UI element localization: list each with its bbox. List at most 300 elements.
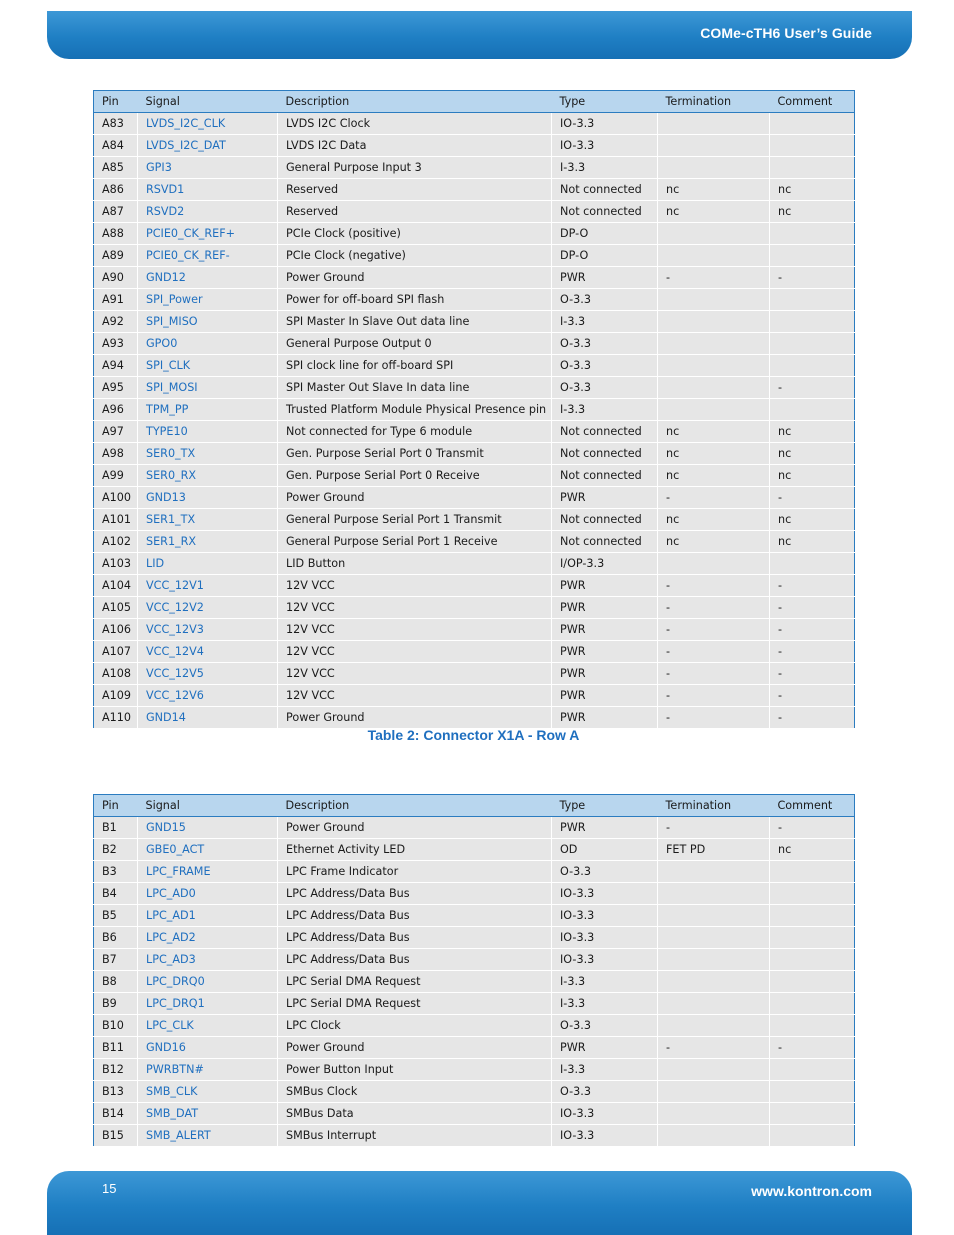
cell-pin: A90 bbox=[94, 267, 138, 289]
cell-comment: - bbox=[770, 663, 855, 685]
cell-type: PWR bbox=[552, 685, 658, 707]
cell-pin: A97 bbox=[94, 421, 138, 443]
cell-signal[interactable]: GND15 bbox=[138, 817, 278, 839]
cell-type: IO-3.3 bbox=[552, 1103, 658, 1125]
cell-comment bbox=[770, 1103, 855, 1125]
cell-pin: A89 bbox=[94, 245, 138, 267]
cell-pin: B11 bbox=[94, 1037, 138, 1059]
column-header-pin: Pin bbox=[94, 795, 138, 817]
cell-signal[interactable]: LPC_AD3 bbox=[138, 949, 278, 971]
cell-termination: - bbox=[658, 267, 770, 289]
cell-pin: A110 bbox=[94, 707, 138, 729]
cell-comment bbox=[770, 135, 855, 157]
cell-comment: nc bbox=[770, 201, 855, 223]
cell-type: IO-3.3 bbox=[552, 135, 658, 157]
cell-comment: - bbox=[770, 619, 855, 641]
cell-signal[interactable]: GND14 bbox=[138, 707, 278, 729]
cell-comment bbox=[770, 333, 855, 355]
cell-comment bbox=[770, 223, 855, 245]
cell-type: PWR bbox=[552, 267, 658, 289]
cell-signal[interactable]: SMB_CLK bbox=[138, 1081, 278, 1103]
table-row bbox=[94, 1015, 855, 1037]
cell-signal[interactable]: LVDS_I2C_DAT bbox=[138, 135, 278, 157]
cell-signal[interactable]: SPI_Power bbox=[138, 289, 278, 311]
cell-signal[interactable]: VCC_12V3 bbox=[138, 619, 278, 641]
cell-description: Ethernet Activity LED bbox=[278, 839, 552, 861]
table-row bbox=[94, 905, 855, 927]
cell-description: LPC Address/Data Bus bbox=[278, 927, 552, 949]
document-title: COMe-cTH6 User’s Guide bbox=[700, 25, 872, 41]
cell-termination bbox=[658, 993, 770, 1015]
cell-type: Not connected bbox=[552, 465, 658, 487]
cell-termination: - bbox=[658, 597, 770, 619]
cell-description: 12V VCC bbox=[278, 575, 552, 597]
table-row bbox=[94, 267, 855, 289]
cell-termination bbox=[658, 135, 770, 157]
cell-pin: A109 bbox=[94, 685, 138, 707]
cell-termination: - bbox=[658, 1037, 770, 1059]
cell-termination: nc bbox=[658, 179, 770, 201]
cell-description: SMBus Interrupt bbox=[278, 1125, 552, 1147]
cell-comment: nc bbox=[770, 531, 855, 553]
cell-termination bbox=[658, 1015, 770, 1037]
cell-signal[interactable]: TPM_PP bbox=[138, 399, 278, 421]
cell-comment bbox=[770, 1059, 855, 1081]
cell-pin: A86 bbox=[94, 179, 138, 201]
table-row bbox=[94, 465, 855, 487]
cell-signal[interactable]: GND12 bbox=[138, 267, 278, 289]
table-row bbox=[94, 157, 855, 179]
cell-description: 12V VCC bbox=[278, 685, 552, 707]
cell-termination bbox=[658, 927, 770, 949]
table-header-row bbox=[94, 91, 855, 113]
cell-description: LPC Address/Data Bus bbox=[278, 883, 552, 905]
cell-signal[interactable]: LPC_FRAME bbox=[138, 861, 278, 883]
cell-termination: nc bbox=[658, 509, 770, 531]
cell-signal[interactable]: GPO0 bbox=[138, 333, 278, 355]
cell-description: SPI Master In Slave Out data line bbox=[278, 311, 552, 333]
cell-termination: - bbox=[658, 685, 770, 707]
cell-description: LVDS I2C Clock bbox=[278, 113, 552, 135]
cell-signal[interactable]: GND13 bbox=[138, 487, 278, 509]
cell-termination: - bbox=[658, 641, 770, 663]
table-row bbox=[94, 487, 855, 509]
cell-comment bbox=[770, 861, 855, 883]
table-row bbox=[94, 1059, 855, 1081]
cell-description: General Purpose Serial Port 1 Transmit bbox=[278, 509, 552, 531]
cell-description: 12V VCC bbox=[278, 641, 552, 663]
cell-description: Trusted Platform Module Physical Presence pin bbox=[278, 399, 552, 421]
cell-comment bbox=[770, 883, 855, 905]
cell-termination: - bbox=[658, 663, 770, 685]
cell-pin: A103 bbox=[94, 553, 138, 575]
cell-termination bbox=[658, 1081, 770, 1103]
column-header-description: Description bbox=[278, 91, 552, 113]
cell-comment bbox=[770, 113, 855, 135]
cell-description: Reserved bbox=[278, 179, 552, 201]
cell-comment bbox=[770, 245, 855, 267]
table-row bbox=[94, 399, 855, 421]
cell-pin: B13 bbox=[94, 1081, 138, 1103]
cell-pin: A106 bbox=[94, 619, 138, 641]
cell-comment bbox=[770, 399, 855, 421]
cell-type: O-3.3 bbox=[552, 289, 658, 311]
cell-signal[interactable]: VCC_12V6 bbox=[138, 685, 278, 707]
column-header-pin: Pin bbox=[94, 91, 138, 113]
cell-type: IO-3.3 bbox=[552, 905, 658, 927]
cell-comment bbox=[770, 1015, 855, 1037]
table-row bbox=[94, 619, 855, 641]
cell-type: DP-O bbox=[552, 245, 658, 267]
cell-pin: B1 bbox=[94, 817, 138, 839]
cell-comment bbox=[770, 927, 855, 949]
cell-signal[interactable]: PCIE0_CK_REF- bbox=[138, 245, 278, 267]
cell-signal[interactable]: TYPE10 bbox=[138, 421, 278, 443]
cell-signal[interactable]: VCC_12V5 bbox=[138, 663, 278, 685]
cell-description: 12V VCC bbox=[278, 619, 552, 641]
cell-comment: - bbox=[770, 575, 855, 597]
cell-signal[interactable]: RSVD1 bbox=[138, 179, 278, 201]
cell-comment: nc bbox=[770, 179, 855, 201]
cell-type: O-3.3 bbox=[552, 377, 658, 399]
cell-comment: - bbox=[770, 641, 855, 663]
connector-x1a-row-a-table bbox=[93, 90, 855, 729]
cell-signal[interactable]: SMB_DAT bbox=[138, 1103, 278, 1125]
cell-pin: A91 bbox=[94, 289, 138, 311]
cell-type: OD bbox=[552, 839, 658, 861]
cell-comment bbox=[770, 311, 855, 333]
cell-comment bbox=[770, 905, 855, 927]
cell-type: PWR bbox=[552, 707, 658, 729]
cell-signal[interactable]: GBE0_ACT bbox=[138, 839, 278, 861]
cell-termination bbox=[658, 553, 770, 575]
table-row bbox=[94, 1125, 855, 1147]
cell-type: IO-3.3 bbox=[552, 113, 658, 135]
cell-type: PWR bbox=[552, 641, 658, 663]
table-row bbox=[94, 531, 855, 553]
cell-pin: B9 bbox=[94, 993, 138, 1015]
cell-pin: B7 bbox=[94, 949, 138, 971]
cell-signal[interactable]: VCC_12V4 bbox=[138, 641, 278, 663]
cell-pin: A88 bbox=[94, 223, 138, 245]
cell-comment: nc bbox=[770, 509, 855, 531]
cell-signal[interactable]: SER0_RX bbox=[138, 465, 278, 487]
cell-type: PWR bbox=[552, 663, 658, 685]
table-row bbox=[94, 597, 855, 619]
cell-type: O-3.3 bbox=[552, 1015, 658, 1037]
cell-type: I-3.3 bbox=[552, 157, 658, 179]
cell-termination bbox=[658, 223, 770, 245]
cell-signal[interactable]: VCC_12V2 bbox=[138, 597, 278, 619]
table-row bbox=[94, 443, 855, 465]
cell-pin: A96 bbox=[94, 399, 138, 421]
table-row bbox=[94, 223, 855, 245]
cell-termination bbox=[658, 1103, 770, 1125]
cell-type: PWR bbox=[552, 597, 658, 619]
cell-comment: - bbox=[770, 597, 855, 619]
cell-signal[interactable]: GPI3 bbox=[138, 157, 278, 179]
table-caption: Table 2: Connector X1A - Row A bbox=[367, 727, 580, 743]
website-link[interactable]: www.kontron.com bbox=[751, 1183, 872, 1199]
table-row bbox=[94, 377, 855, 399]
cell-comment bbox=[770, 355, 855, 377]
column-header-signal: Signal bbox=[138, 91, 278, 113]
cell-description: General Purpose Serial Port 1 Receive bbox=[278, 531, 552, 553]
table-row bbox=[94, 201, 855, 223]
table-row bbox=[94, 289, 855, 311]
table-row bbox=[94, 641, 855, 663]
table-row bbox=[94, 135, 855, 157]
cell-comment: - bbox=[770, 267, 855, 289]
cell-pin: A105 bbox=[94, 597, 138, 619]
cell-signal[interactable]: LPC_DRQ1 bbox=[138, 993, 278, 1015]
cell-pin: A93 bbox=[94, 333, 138, 355]
cell-description: LID Button bbox=[278, 553, 552, 575]
table-row bbox=[94, 861, 855, 883]
table-row bbox=[94, 245, 855, 267]
cell-comment: - bbox=[770, 685, 855, 707]
cell-signal[interactable]: SPI_MISO bbox=[138, 311, 278, 333]
table-row bbox=[94, 1081, 855, 1103]
cell-description: Power Ground bbox=[278, 1037, 552, 1059]
cell-pin: A98 bbox=[94, 443, 138, 465]
table-row bbox=[94, 575, 855, 597]
table-row bbox=[94, 971, 855, 993]
cell-type: PWR bbox=[552, 575, 658, 597]
table-row bbox=[94, 1103, 855, 1125]
cell-pin: A83 bbox=[94, 113, 138, 135]
cell-pin: A101 bbox=[94, 509, 138, 531]
cell-termination: - bbox=[658, 817, 770, 839]
cell-termination bbox=[658, 245, 770, 267]
cell-type: PWR bbox=[552, 817, 658, 839]
cell-termination bbox=[658, 399, 770, 421]
table-row bbox=[94, 311, 855, 333]
cell-comment: nc bbox=[770, 839, 855, 861]
cell-pin: A95 bbox=[94, 377, 138, 399]
column-header-comment: Comment bbox=[770, 91, 855, 113]
cell-description: LPC Address/Data Bus bbox=[278, 905, 552, 927]
cell-signal[interactable]: SER0_TX bbox=[138, 443, 278, 465]
cell-pin: B6 bbox=[94, 927, 138, 949]
cell-pin: A84 bbox=[94, 135, 138, 157]
page-number: 15 bbox=[102, 1181, 117, 1196]
cell-termination bbox=[658, 949, 770, 971]
cell-signal[interactable]: LID bbox=[138, 553, 278, 575]
cell-description: Reserved bbox=[278, 201, 552, 223]
cell-termination: nc bbox=[658, 201, 770, 223]
cell-termination: nc bbox=[658, 465, 770, 487]
cell-signal[interactable]: LPC_CLK bbox=[138, 1015, 278, 1037]
column-header-signal: Signal bbox=[138, 795, 278, 817]
column-header-type: Type bbox=[552, 91, 658, 113]
table-row bbox=[94, 509, 855, 531]
cell-comment bbox=[770, 289, 855, 311]
cell-description: SMBus Clock bbox=[278, 1081, 552, 1103]
cell-pin: B14 bbox=[94, 1103, 138, 1125]
table-row bbox=[94, 113, 855, 135]
cell-description: PCIe Clock (negative) bbox=[278, 245, 552, 267]
cell-description: Power Ground bbox=[278, 487, 552, 509]
cell-description: LPC Serial DMA Request bbox=[278, 971, 552, 993]
cell-pin: B2 bbox=[94, 839, 138, 861]
cell-type: IO-3.3 bbox=[552, 1125, 658, 1147]
cell-termination bbox=[658, 355, 770, 377]
cell-signal[interactable]: GND16 bbox=[138, 1037, 278, 1059]
cell-signal[interactable]: LPC_AD2 bbox=[138, 927, 278, 949]
cell-pin: B8 bbox=[94, 971, 138, 993]
cell-pin: A99 bbox=[94, 465, 138, 487]
cell-termination bbox=[658, 883, 770, 905]
cell-type: IO-3.3 bbox=[552, 883, 658, 905]
cell-description: Power Ground bbox=[278, 267, 552, 289]
table-row bbox=[94, 817, 855, 839]
cell-termination: - bbox=[658, 619, 770, 641]
column-header-comment: Comment bbox=[770, 795, 855, 817]
table-row bbox=[94, 685, 855, 707]
table-row bbox=[94, 553, 855, 575]
cell-pin: A108 bbox=[94, 663, 138, 685]
cell-signal[interactable]: SER1_RX bbox=[138, 531, 278, 553]
cell-termination bbox=[658, 311, 770, 333]
table-row bbox=[94, 993, 855, 1015]
cell-comment: - bbox=[770, 487, 855, 509]
table-row bbox=[94, 949, 855, 971]
cell-pin: A85 bbox=[94, 157, 138, 179]
cell-description: Power Button Input bbox=[278, 1059, 552, 1081]
cell-signal[interactable]: PWRBTN# bbox=[138, 1059, 278, 1081]
cell-termination: nc bbox=[658, 421, 770, 443]
cell-description: LVDS I2C Data bbox=[278, 135, 552, 157]
cell-type: IO-3.3 bbox=[552, 927, 658, 949]
cell-comment bbox=[770, 1081, 855, 1103]
table-row bbox=[94, 927, 855, 949]
cell-signal[interactable]: SER1_TX bbox=[138, 509, 278, 531]
cell-signal[interactable]: LPC_DRQ0 bbox=[138, 971, 278, 993]
column-header-termination: Termination bbox=[658, 795, 770, 817]
cell-termination bbox=[658, 971, 770, 993]
cell-pin: B15 bbox=[94, 1125, 138, 1147]
cell-type: I/OP-3.3 bbox=[552, 553, 658, 575]
cell-description: PCIe Clock (positive) bbox=[278, 223, 552, 245]
table-row bbox=[94, 421, 855, 443]
cell-description: Gen. Purpose Serial Port 0 Transmit bbox=[278, 443, 552, 465]
cell-signal[interactable]: LPC_AD1 bbox=[138, 905, 278, 927]
table-row bbox=[94, 355, 855, 377]
cell-description: LPC Serial DMA Request bbox=[278, 993, 552, 1015]
cell-comment bbox=[770, 157, 855, 179]
connector-x1a-row-b-table bbox=[93, 794, 855, 1147]
cell-pin: A102 bbox=[94, 531, 138, 553]
cell-pin: B4 bbox=[94, 883, 138, 905]
cell-comment bbox=[770, 993, 855, 1015]
cell-signal[interactable]: PCIE0_CK_REF+ bbox=[138, 223, 278, 245]
cell-comment: - bbox=[770, 707, 855, 729]
cell-description: LPC Clock bbox=[278, 1015, 552, 1037]
cell-type: PWR bbox=[552, 487, 658, 509]
cell-type: Not connected bbox=[552, 509, 658, 531]
cell-termination: FET PD bbox=[658, 839, 770, 861]
cell-pin: B12 bbox=[94, 1059, 138, 1081]
cell-description: LPC Frame Indicator bbox=[278, 861, 552, 883]
cell-comment: - bbox=[770, 377, 855, 399]
cell-description: Gen. Purpose Serial Port 0 Receive bbox=[278, 465, 552, 487]
cell-type: PWR bbox=[552, 1037, 658, 1059]
cell-type: O-3.3 bbox=[552, 1081, 658, 1103]
cell-signal[interactable]: RSVD2 bbox=[138, 201, 278, 223]
cell-termination bbox=[658, 1125, 770, 1147]
table-row bbox=[94, 179, 855, 201]
cell-pin: B3 bbox=[94, 861, 138, 883]
cell-termination: - bbox=[658, 487, 770, 509]
cell-type: O-3.3 bbox=[552, 355, 658, 377]
cell-description: 12V VCC bbox=[278, 663, 552, 685]
cell-signal[interactable]: LPC_AD0 bbox=[138, 883, 278, 905]
table-row bbox=[94, 839, 855, 861]
cell-termination: nc bbox=[658, 531, 770, 553]
cell-description: LPC Address/Data Bus bbox=[278, 949, 552, 971]
cell-termination: - bbox=[658, 575, 770, 597]
column-header-termination: Termination bbox=[658, 91, 770, 113]
cell-description: General Purpose Output 0 bbox=[278, 333, 552, 355]
cell-termination bbox=[658, 289, 770, 311]
cell-comment: - bbox=[770, 1037, 855, 1059]
cell-type: I-3.3 bbox=[552, 311, 658, 333]
cell-type: Not connected bbox=[552, 421, 658, 443]
cell-pin: A94 bbox=[94, 355, 138, 377]
cell-type: DP-O bbox=[552, 223, 658, 245]
cell-pin: A87 bbox=[94, 201, 138, 223]
cell-type: Not connected bbox=[552, 201, 658, 223]
cell-termination: - bbox=[658, 707, 770, 729]
cell-termination: nc bbox=[658, 443, 770, 465]
cell-termination bbox=[658, 1059, 770, 1081]
cell-description: SPI clock line for off-board SPI bbox=[278, 355, 552, 377]
cell-termination bbox=[658, 113, 770, 135]
cell-type: I-3.3 bbox=[552, 1059, 658, 1081]
cell-comment bbox=[770, 971, 855, 993]
cell-signal[interactable]: SPI_MOSI bbox=[138, 377, 278, 399]
column-header-description: Description bbox=[278, 795, 552, 817]
cell-type: O-3.3 bbox=[552, 333, 658, 355]
cell-signal[interactable]: SMB_ALERT bbox=[138, 1125, 278, 1147]
cell-signal[interactable]: LVDS_I2C_CLK bbox=[138, 113, 278, 135]
column-header-type: Type bbox=[552, 795, 658, 817]
cell-comment bbox=[770, 949, 855, 971]
cell-type: PWR bbox=[552, 619, 658, 641]
cell-description: Power Ground bbox=[278, 817, 552, 839]
cell-type: IO-3.3 bbox=[552, 949, 658, 971]
cell-comment: nc bbox=[770, 443, 855, 465]
cell-description: Power for off-board SPI flash bbox=[278, 289, 552, 311]
page-footer-bar bbox=[47, 1171, 912, 1235]
cell-signal[interactable]: VCC_12V1 bbox=[138, 575, 278, 597]
cell-comment: - bbox=[770, 817, 855, 839]
cell-type: I-3.3 bbox=[552, 399, 658, 421]
cell-termination bbox=[658, 333, 770, 355]
table-row bbox=[94, 333, 855, 355]
cell-termination bbox=[658, 377, 770, 399]
table-row bbox=[94, 1037, 855, 1059]
cell-comment: nc bbox=[770, 465, 855, 487]
cell-pin: A92 bbox=[94, 311, 138, 333]
cell-type: O-3.3 bbox=[552, 861, 658, 883]
cell-termination bbox=[658, 905, 770, 927]
table-row bbox=[94, 883, 855, 905]
cell-pin: A100 bbox=[94, 487, 138, 509]
cell-pin: B10 bbox=[94, 1015, 138, 1037]
cell-signal[interactable]: SPI_CLK bbox=[138, 355, 278, 377]
